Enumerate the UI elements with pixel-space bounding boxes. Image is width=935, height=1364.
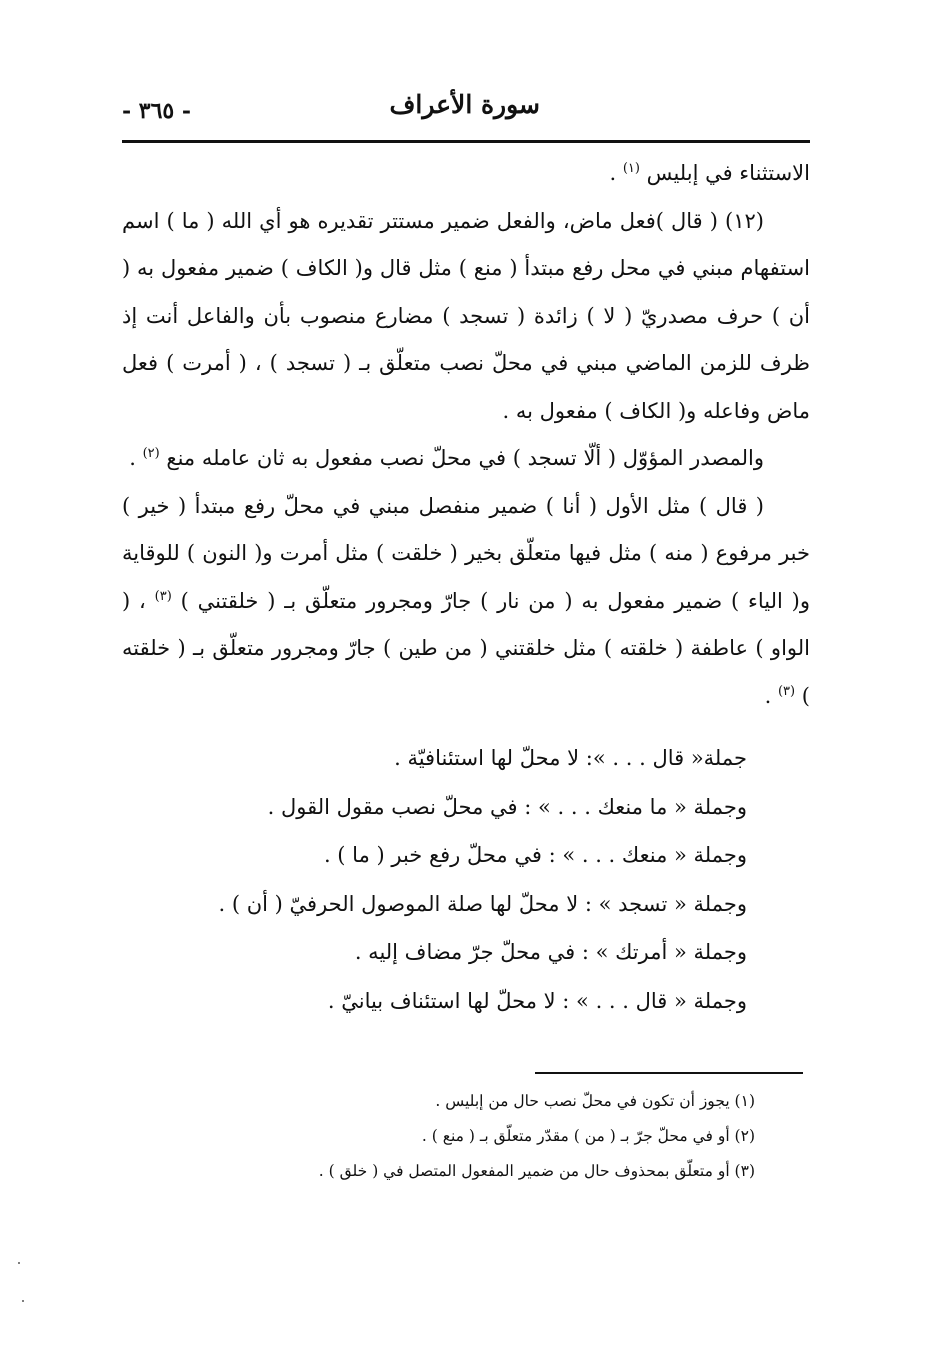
footnote-divider: [535, 1072, 803, 1074]
sentence-item: وجملة « تسجد » : لا محلّ لها صلة الموصول الحرفيّ ( أن ) .: [218, 891, 747, 916]
paragraph-4-end: .: [764, 683, 778, 708]
scan-speck: [18, 1262, 20, 1264]
footnote-ref-3b: (٣): [777, 683, 796, 699]
sentence-item: وجملة « منعك . . . » : في محلّ رفع خبر ( ما ) .: [323, 843, 747, 867]
footnote-ref-2: (٢): [142, 446, 160, 461]
paragraph-3-text: والمصدر المؤوّل ( ألّا تسجد ) في محلّ نصب مفعول به ثان عامله منع: [166, 446, 764, 470]
paragraph-1-end: .: [609, 161, 623, 185]
paragraph-4-text: ( قال ) مثل الأول ( أنا ) ضمير منفصل مبني في محلّ رفع مبتدأ ( خير ) خبر مرفوع ( منه ) مثل فيها متعلّق بخير ( خلقت ) مثل أمرت و( النون ) للوقاية و( الياء ) ضمير مفعول به ( من نار ) جارّ ومجرور متعلّق بـ ( خلقتني ): [122, 493, 811, 613]
footnote-2: (٢) أو في محلّ جرّ بـ ( من ) مقدّر متعلّق بـ ( منع ) .: [421, 1127, 755, 1145]
footnote-ref-1: (١): [622, 161, 640, 176]
footnote-1: (١) يجوز أن تكون في محلّ نصب حال من إبليس .: [435, 1092, 755, 1110]
sentence-item: جملة« قال . . . »: لا محلّ لها استئنافيّة .: [394, 746, 747, 770]
sentence-item: وجملة « ما منعك . . . » : في محلّ نصب مقول القول .: [267, 794, 747, 819]
sentence-item: وجملة « قال . . . » : لا محلّ لها استئناف بيانيّ .: [327, 988, 747, 1013]
paragraph-2: (١٢) ( قال )فعل ماض، والفعل ضمير مستتر تقديره هو أي الله ( ما ) اسم استفهام مبني في محل رفع مبتدأ ( منع ) مثل قال و( الكاف ) ضمير مفعول به ( أن ) حرف مصدريّ ( لا ) زائدة ( تسجد ) مضارع منصوب بأن والفاعل أنت إذ ظرف للزمن الماضي مبني في محلّ نصب متعلّق بـ ( تسجد ) ، ( أمرت ) فعل ماض وفاعله و( الكاف ) مفعول به .: [122, 208, 810, 423]
sentence-list: [147, 734, 747, 1025]
header-divider: [122, 140, 810, 143]
main-text: [122, 150, 810, 720]
scan-speck: [22, 1300, 24, 1302]
paragraph-1-text: الاستثناء في إبليس: [646, 161, 810, 185]
paragraph-3-end: .: [129, 446, 143, 470]
surah-title: سورة الأعراف: [389, 90, 540, 119]
paragraph-3: [122, 435, 810, 483]
paragraph-4-middle: ، ( الواو ) عاطفة ( خلقته ) مثل خلقتني ( من طين ) جارّ ومجرور متعلّق بـ ( خلقته ): [122, 588, 810, 708]
paragraph-1: [122, 150, 810, 198]
page-header: [122, 88, 810, 128]
footnote-3: (٣) أو متعلّق بمحذوف حال من ضمير المفعول المتصل في ( خلق ) .: [318, 1162, 755, 1180]
footnotes: [115, 1084, 755, 1189]
page-number: - ٣٦٥ -: [122, 98, 192, 124]
footnote-ref-3a: (٣): [154, 588, 172, 604]
paragraph-4: [122, 483, 810, 721]
sentence-item: وجملة « أمرتك » : في محلّ جرّ مضاف إليه .: [354, 940, 747, 964]
